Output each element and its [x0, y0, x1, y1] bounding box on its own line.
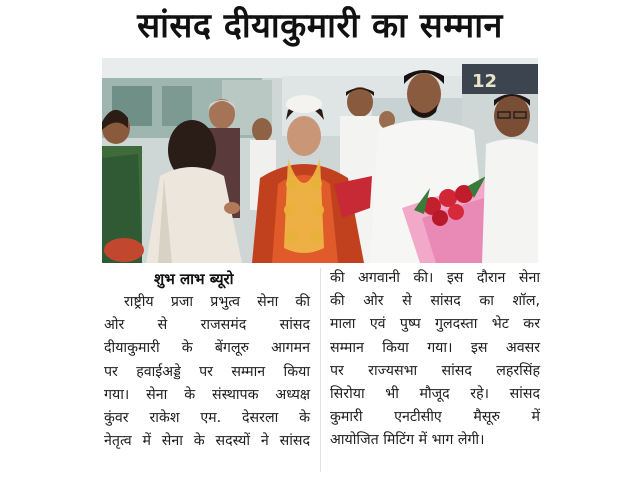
- byline: शुभ लाभ ब्यूरो: [154, 270, 234, 288]
- article-line: की अगवानी की। इस दौरान सेना: [330, 270, 540, 286]
- article-line: ओर से राजसमंद सांसद: [104, 317, 310, 334]
- article-right-column: [330, 267, 540, 453]
- news-photo: [102, 58, 538, 263]
- article-line: गया। सेना के संस्थापक अध्यक्ष: [104, 386, 310, 403]
- headline: सांसद दीयाकुमारी का सम्मान: [137, 6, 503, 46]
- article-line: सिरोया भी मौजूद रहे। सांसद: [330, 386, 540, 403]
- article-line: पर हवाईअड्डे पर सम्मान किया: [104, 363, 310, 380]
- article-line: की ओर से सांसद का शॉल,: [330, 293, 540, 310]
- article-line: दीयाकुमारी के बेंगलूरु आगमन: [104, 340, 310, 357]
- article-line: आयोजित मिटिंग में भाग लेगी।: [330, 432, 485, 449]
- article-line: सम्मान किया गया। इस अवसर: [330, 339, 540, 356]
- article-line: नेतृत्व में सेना के सदस्यों ने सांसद: [104, 433, 310, 450]
- column-divider: [320, 268, 321, 472]
- gate-number: 12: [472, 71, 498, 92]
- airport-welcome-photo: [102, 58, 538, 263]
- article-line: पर राज्यसभा सांसद लहरसिंह: [330, 362, 540, 379]
- article-line: कुमारी एनटीसीए मैसूरु में: [330, 409, 540, 426]
- article-line: माला एवं पुष्प गुलदस्ता भेट कर: [330, 316, 540, 333]
- article-line: राष्ट्रीय प्रजा प्रभुत्व सेना की: [124, 294, 310, 310]
- article-line: कुंवर राकेश एम. देसरला के: [104, 410, 310, 427]
- article-left-column: [104, 291, 310, 453]
